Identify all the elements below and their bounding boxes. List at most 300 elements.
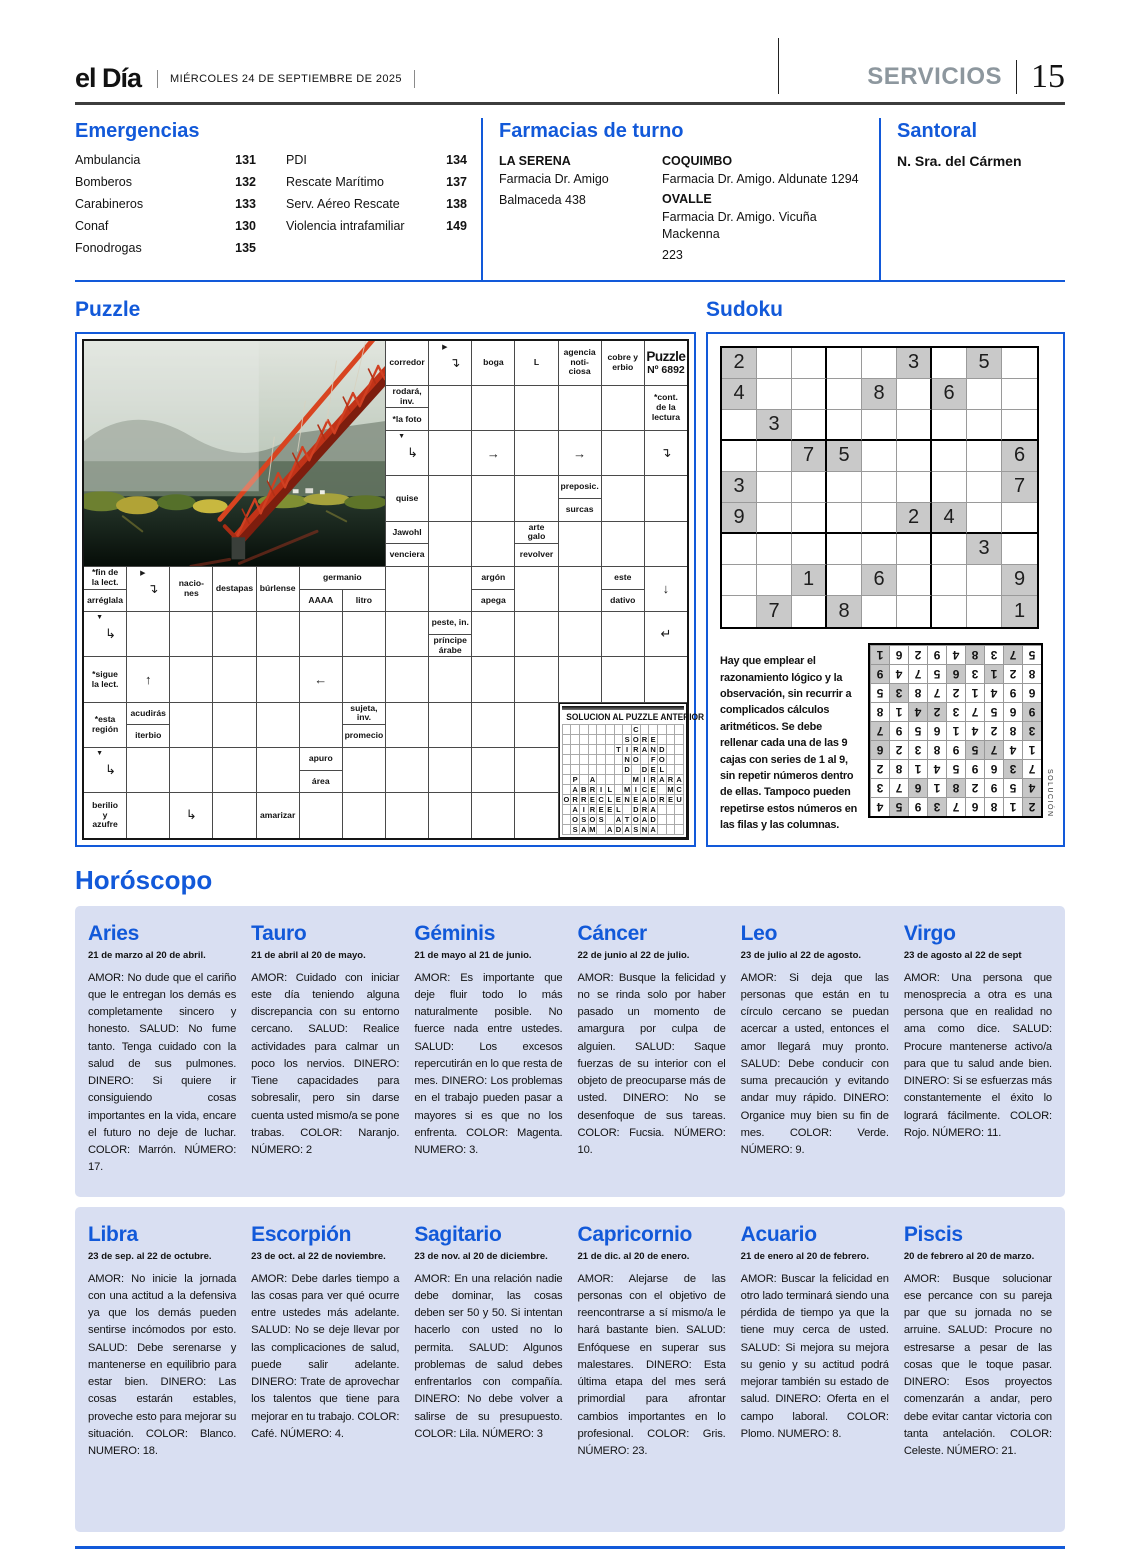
puzzle-solution-bar [562, 706, 684, 710]
sudoku-solution-cell: 9 [965, 759, 984, 778]
emergency-number: 138 [446, 197, 467, 211]
puzzle-cell [429, 567, 471, 611]
sudoku-cell [897, 441, 932, 472]
masthead [75, 0, 1065, 94]
solution-letter-cell [597, 775, 606, 785]
solution-letter-cell: R [632, 745, 641, 755]
solution-letter-cell [563, 765, 572, 775]
solution-letter-cell [658, 805, 667, 815]
puzzle-logo-line2: Nº 6892 [647, 364, 685, 377]
puzzle-clue-line: *cont. [653, 392, 678, 403]
solution-letter-cell: O [632, 814, 639, 824]
horoscope-entry [741, 922, 889, 1177]
solution-letter-cell: I [580, 805, 589, 815]
sudoku-bottom [720, 643, 1053, 845]
masthead-rule [75, 102, 1065, 105]
puzzle-cell [602, 431, 644, 475]
puzzle-clue-line: cobre y [607, 352, 639, 362]
sudoku-solution-cell: 6 [870, 740, 889, 759]
solution-letter-cell: U [675, 795, 684, 805]
solution-letter-cell: S [632, 825, 641, 835]
horoscope-dates: 21 de mayo al 21 de junio. [414, 949, 532, 961]
puzzle-cell [300, 612, 342, 656]
puzzle-solution-grid [562, 724, 684, 835]
pharmacy-column [499, 153, 644, 268]
puzzle-clue-top: Jawohl [386, 522, 428, 545]
horoscope-sign-name: Cáncer [577, 921, 647, 945]
solution-letter-cell: D [641, 765, 650, 775]
emergency-number: 131 [235, 153, 256, 167]
solution-letter-cell: P [571, 775, 580, 785]
horoscope-dates: 22 de junio al 22 de julio. [577, 949, 690, 961]
puzzle-cell [559, 386, 601, 430]
puzzle-clue-cell [472, 567, 514, 611]
solution-letter-cell [571, 745, 580, 755]
sudoku-solution-cell: 5 [1003, 778, 1022, 797]
sudoku-instructions: Hay que emplear el razonamiento lógico y la observación, sin recurrir a complicados cálculos aritméticos. Se debe rellenar cada una de las 9 cajas con series de 1 al 9, sin repetir números dentro de ellas. Tampoco pueden repetirse estos números en las filas y las columnas. [720, 655, 858, 831]
solution-letter-cell [615, 735, 624, 745]
emergency-number: 135 [235, 241, 256, 255]
solution-letter-cell [580, 765, 589, 775]
puzzle-cell [257, 612, 299, 656]
solution-letter-cell: S [571, 825, 580, 835]
sudoku-solution-cell: 6 [1003, 702, 1022, 721]
puzzle-cell [559, 567, 601, 611]
solution-letter-cell [597, 725, 606, 735]
solution-letter-cell [563, 775, 572, 785]
puzzle-clue-cell [386, 386, 428, 430]
solution-letter-cell [658, 815, 667, 825]
arrow-icon: ↑ [127, 657, 169, 701]
puzzle-cell [559, 522, 601, 566]
puzzle-cell [559, 657, 601, 701]
horoscope-entry [904, 1223, 1052, 1461]
sudoku-solution-cell: 9 [889, 721, 908, 740]
horoscope-text: AMOR: Cuidado con iniciar este día teniendo alguna discrepancia con su entorno cercano. SALUD: Realice actividades para calmar un poco los nervios. DINERO: Tiene capacidades para sobresalir, pero sin darse cuenta usted mismo/a se pone trabas. COLOR: Naranjo. NÚMERO: 2 [251, 971, 400, 1156]
sudoku-solution-cell: 3 [889, 683, 908, 702]
solution-letter-cell [667, 805, 676, 815]
sudoku-cell [932, 441, 967, 472]
sudoku-cell [967, 503, 1002, 534]
solution-letter-cell: L [606, 795, 615, 805]
sudoku-cell [1002, 348, 1037, 379]
puzzle-number-logo [645, 341, 687, 385]
sudoku-cell [862, 596, 897, 627]
horoscope-dates: 23 de agosto al 22 de sept [903, 949, 1022, 961]
solution-letter-cell [597, 755, 606, 765]
puzzle-clue-bottom: venciera [389, 549, 425, 560]
horoscope-entry [741, 1223, 889, 1461]
puzzle-cell [170, 612, 212, 656]
horoscope-text: AMOR: Buscar la felicidad en otro lado terminará siendo una pérdida de tiempo ya que la tiene muy cerca de usted. SALUD: Si mejora su mejora su genio y su actitud podrá mejorar también su estado de salud. DINERO: Oferta en el campo laboral. COLOR: Plomo. NUMERO: 8. [740, 1272, 889, 1440]
horoscope-text: AMOR: Debe darles tiempo a las cosas para ver qué ocurre entre ustedes más adelante. SALUD: No se deje llevar por las complicaciones de salud, puede salir adelante. DINERO: Trate de aprovechar los talentos que tiene para mejorar en tu trabajo. COLOR: Café. NÚMERO: 4. [251, 1272, 400, 1440]
sudoku-solution-cell: 4 [927, 759, 946, 778]
sudoku-cell [897, 410, 932, 441]
solution-letter-cell: B [580, 785, 589, 795]
solution-letter-cell [571, 755, 580, 765]
solution-letter-cell: D [632, 805, 641, 815]
puzzle-solution-title: SOLUCION AL PUZZLE ANTERIOR [565, 711, 704, 722]
puzzle-clue-top: germanio [300, 567, 385, 590]
puzzle-cell [300, 703, 342, 747]
sudoku-solution-cell: 6 [908, 778, 927, 797]
sudoku-solution-cell: 3 [908, 740, 927, 759]
sudoku-box [706, 332, 1065, 847]
solution-letter-cell: E [649, 735, 658, 745]
puzzle-clue-cell [515, 341, 557, 385]
sudoku-solution-cell: 8 [889, 759, 908, 778]
solution-letter-cell: M [632, 774, 639, 784]
puzzle-cell [645, 657, 687, 701]
pharmacy-city: COQUIMBO [662, 154, 733, 168]
horoscope-dates: 21 de abril al 20 de mayo. [251, 949, 366, 961]
sudoku-cell: 4 [932, 503, 967, 534]
puzzle-cell [515, 748, 557, 792]
sudoku-solution-cell: 1 [889, 702, 908, 721]
solution-letter-cell: A [589, 775, 598, 785]
horoscope-dates: 21 de dic. al 20 de enero. [577, 1250, 690, 1262]
horoscope-text: AMOR: En una relación nadie debe dominar, las cosas deben ser 50 y 50. Si intentan hacerlo con usted no lo permita. SALUD: Algunos problemas de salud debes enfrentarlos con compañía. DINERO: No debe volver a salirse de su presupuesto. COLOR: Lila. NÚMERO: 3 [414, 1272, 563, 1440]
puzzle-cell [213, 703, 255, 747]
emergency-label: Rescate Marítimo [286, 175, 384, 189]
masthead-left [75, 63, 415, 94]
emergency-label: Conaf [75, 219, 109, 233]
sudoku-solution-cell: 5 [1022, 645, 1041, 664]
sudoku-cell [792, 348, 827, 379]
puzzle-clue-line: la lect. [91, 678, 119, 689]
emergencias-list [75, 153, 467, 263]
solution-letter-cell: A [580, 825, 589, 835]
solution-letter-cell [675, 765, 684, 775]
sudoku-solution-cell: 2 [870, 759, 889, 778]
puzzle-clue-line: lectura [651, 411, 680, 422]
sudoku-cell: 8 [862, 379, 897, 410]
puzzle-clue-line: L [533, 356, 540, 367]
solution-letter-cell [606, 815, 615, 825]
emergency-label: Bomberos [75, 175, 132, 189]
sudoku-cell [827, 379, 862, 410]
sudoku-cell: 2 [722, 348, 757, 379]
solution-letter-cell [675, 815, 684, 825]
sudoku-grid [720, 346, 1039, 629]
puzzle-cell [386, 657, 428, 701]
horoscope-row [75, 906, 1065, 1197]
arrow-icon: → [472, 431, 514, 475]
solution-letter-cell: A [641, 745, 650, 755]
sudoku-solution-cell: 6 [984, 759, 1003, 778]
puzzle-clue-cell [386, 476, 428, 520]
solution-letter-cell: A [606, 825, 615, 835]
solution-letter-cell [675, 755, 684, 765]
sudoku-cell [967, 472, 1002, 503]
puzzle-cell [472, 748, 514, 792]
puzzle-clue-line: destapas [215, 583, 254, 594]
emergency-number: 149 [446, 219, 467, 233]
solution-letter-cell [615, 725, 624, 735]
solution-letter-cell [580, 745, 589, 755]
emergency-row [75, 241, 256, 255]
puzzle-cell [472, 476, 514, 520]
solution-letter-cell: S [623, 735, 632, 745]
puzzle-clue-bottom: promecio [344, 730, 384, 741]
puzzle-cell [429, 386, 471, 430]
puzzle-cell [429, 522, 471, 566]
solution-letter-cell [563, 745, 572, 755]
puzzle-cell [386, 748, 428, 792]
puzzle-clue-top: preposic. [559, 476, 601, 499]
solution-letter-cell: T [623, 815, 632, 825]
solution-letter-cell: R [571, 795, 580, 805]
solution-letter-cell [649, 725, 658, 735]
puzzle-clue-line: nacio- [178, 578, 204, 589]
sudoku-cell [757, 379, 792, 410]
puzzle-clue-cell [84, 567, 126, 611]
puzzle-cell [300, 793, 342, 837]
puzzle-clue-cell [84, 703, 126, 747]
sudoku-solution-cell: 5 [927, 664, 946, 683]
sudoku-solution-cell: 7 [1022, 759, 1041, 778]
puzzle-cell [472, 612, 514, 656]
solution-letter-cell [606, 725, 615, 735]
solution-letter-cell [623, 775, 632, 785]
puzzle-clue-line: amarizar [259, 809, 296, 820]
horoscope-dates: 23 de nov. al 20 de diciembre. [414, 1250, 548, 1262]
solution-letter-cell [606, 755, 615, 765]
solution-letter-cell: C [675, 785, 684, 795]
horoscope-sign-name: Piscis [903, 1222, 963, 1246]
sudoku-solution-cell: 9 [984, 778, 1003, 797]
sudoku-solution-cell: 2 [984, 721, 1003, 740]
sudoku-cell: 3 [757, 410, 792, 441]
solution-letter-cell: A [641, 795, 650, 805]
solution-letter-cell [667, 725, 676, 735]
sudoku-solution-cell: 9 [927, 645, 946, 664]
solution-letter-cell: M [623, 784, 631, 794]
solution-letter-cell: I [623, 745, 632, 755]
solution-letter-cell [563, 815, 572, 825]
horoscope-sign-name: Virgo [903, 921, 956, 945]
sudoku-title: Sudoku [706, 297, 783, 321]
solution-letter-cell [615, 765, 624, 775]
puzzle-box [75, 332, 704, 847]
top-info [75, 118, 1065, 280]
solution-letter-cell: L [606, 785, 615, 795]
sudoku-cell [897, 596, 932, 627]
sudoku-cell [757, 534, 792, 565]
puzzle-clue-cell [515, 522, 557, 566]
puzzle-cell [386, 612, 428, 656]
puzzle-clue-top: rodará, inv. [386, 386, 428, 409]
horoscope-entry [414, 1223, 562, 1461]
emergency-number: 134 [446, 153, 467, 167]
sudoku-solution-cell: 1 [870, 645, 889, 664]
solution-letter-cell: O [572, 814, 578, 824]
sudoku-cell [792, 379, 827, 410]
solution-letter-cell [623, 725, 632, 735]
solution-letter-cell [615, 755, 624, 765]
arrow-icon: ▼ ↳ [386, 431, 428, 475]
puzzle-cell [170, 748, 212, 792]
puzzle-clue-cell [170, 567, 212, 611]
puzzle-logo-line1: Puzzle [646, 348, 686, 364]
sudoku-cell [792, 596, 827, 627]
puzzle-clue-cell [386, 522, 428, 566]
solution-letter-cell [563, 735, 572, 745]
farmacias-title: Farmacias de turno [499, 120, 684, 142]
sudoku-solution-cell: 4 [965, 721, 984, 740]
puzzle-clue-top: sujeta, inv. [343, 703, 385, 726]
solution-letter-cell [571, 765, 580, 775]
sudoku-solution-cell: 1 [1022, 740, 1041, 759]
puzzle-cell [127, 793, 169, 837]
horoscope-text: AMOR: No inicie la jornada con una actitud a la defensiva ya que los demás pueden sentirse incómodos por esto. SALUD: Debe serenarse y mantenerse en equilibrio para estar bien. DINERO: Las cosas estarán estables, proveche esto para mejorar su situación. COLOR: Blanco. NUMERO: 18. [88, 1272, 237, 1457]
emergency-row [286, 219, 467, 233]
puzzle-clue-line: búrlense [259, 583, 296, 594]
solution-letter-cell: E [589, 795, 598, 805]
puzzle-clue-cell [127, 703, 169, 747]
puzzle-clue-line: y [102, 809, 108, 820]
puzzle-clue-cell [257, 793, 299, 837]
puzzle-clue-top: argón [472, 567, 514, 590]
horoscope-sign-name: Acuario [740, 1222, 817, 1246]
sudoku-solution-cell: 8 [908, 683, 927, 702]
puzzle-cell [213, 748, 255, 792]
sudoku-cell: 1 [1002, 596, 1037, 627]
puzzle-clue-line: azufre [92, 819, 118, 830]
puzzle-solution-box [559, 703, 704, 838]
solution-letter-cell [597, 825, 606, 835]
sudoku-cell [932, 596, 967, 627]
sudoku-solution-cell: 2 [946, 683, 965, 702]
puzzle-clue-cell [84, 657, 126, 701]
sudoku-solution-cell: 3 [984, 645, 1003, 664]
horoscope-text: AMOR: Busque la felicidad y no se rinda solo por haber pasado un momento de amargura por culpa de alguien. SALUD: Saque fuerzas de su interior con el objeto de preocuparse más de usted. DINERO: No se desenfoque de sus tareas. COLOR: Fucsia. NÚMERO: 10. [577, 971, 726, 1156]
horoscope-entry [578, 922, 726, 1177]
sudoku-cell: 5 [827, 441, 862, 472]
solution-letter-cell: E [615, 795, 624, 805]
sudoku-solution-cell: 7 [965, 702, 984, 721]
sudoku-solution-cell: 7 [984, 740, 1003, 759]
sudoku-cell [1002, 534, 1037, 565]
solution-letter-cell: R [580, 795, 589, 805]
puzzle-clue-line: ciosa [568, 366, 591, 377]
solution-letter-cell [667, 745, 676, 755]
puzzle-clue-line: corredor [389, 356, 425, 367]
sudoku-cell [932, 472, 967, 503]
sudoku-cell: 7 [792, 441, 827, 472]
solution-letter-cell [615, 775, 624, 785]
emergency-number: 132 [235, 175, 256, 189]
solution-letter-cell: O [632, 754, 639, 764]
puzzle-cell [602, 522, 644, 566]
emergency-label: Violencia intrafamiliar [286, 219, 405, 233]
horoscope-entry [251, 922, 399, 1177]
solution-letter-cell: E [606, 805, 615, 815]
solution-letter-cell: N [623, 755, 632, 765]
pharmacy-line: Balmaceda 438 [499, 192, 586, 207]
emergency-row [286, 175, 467, 189]
puzzle-cell [257, 748, 299, 792]
puzzle-cell [429, 431, 471, 475]
puzzle-clue-cell [429, 612, 471, 656]
puzzle-clue-bottom: AAAA litro [300, 590, 385, 612]
solution-letter-cell [571, 735, 580, 745]
sudoku-solution-cell: 1 [1003, 797, 1022, 816]
solution-letter-cell: E [597, 805, 606, 815]
sudoku-cell [897, 472, 932, 503]
horoscope-dates: 20 de febrero al 20 de marzo. [903, 1250, 1035, 1262]
bridge-photo [84, 341, 385, 566]
sudoku-solution-cell: 8 [965, 645, 984, 664]
puzzle-column [75, 296, 704, 847]
emergency-number: 137 [446, 175, 467, 189]
pharmacy-line: Farmacia Dr. Amigo. Aldunate 1294 [662, 172, 859, 186]
solution-letter-cell: A [615, 815, 624, 825]
sudoku-cell [1002, 379, 1037, 410]
solution-letter-cell: A [571, 805, 580, 815]
sudoku-cell [792, 534, 827, 565]
farmacias-section [483, 118, 881, 280]
sudoku-solution-cell: 1 [984, 664, 1003, 683]
emergency-row [75, 197, 256, 211]
edition-date: MIÉRCOLES 24 DE SEPTIEMBRE DE 2025 [157, 70, 415, 88]
arrow-icon: ↳ [170, 793, 212, 837]
sudoku-solution-cell: 7 [946, 797, 965, 816]
solution-letter-cell: N [641, 825, 650, 835]
puzzle-clue-line: región [91, 723, 119, 734]
solution-letter-cell [563, 805, 572, 815]
horoscope-dates: 21 de marzo al 20 de abril. [88, 949, 206, 961]
puzzle-clue-line: de la [656, 402, 676, 413]
solution-letter-cell: O [632, 734, 639, 744]
horoscope-text: AMOR: No dude que el cariño que le entregan los demás es completamente sincero y honesto. SALUD: No fume tanto. Tenga cuidado con la salud de sus pulmones. DINERO: Si quiere ir consiguiendo cosas importantes en la vida, encare el futuro no deje de luchar. COLOR: Marrón. NÚMERO: 17. [88, 971, 237, 1174]
puzzle-clue-bottom: apega [480, 594, 506, 605]
horoscope-entry [904, 922, 1052, 1177]
sudoku-cell [722, 596, 757, 627]
sudoku-solution-cell: 6 [1022, 683, 1041, 702]
puzzle-clue-cell [213, 567, 255, 611]
puzzle-clue-bottom: área [311, 775, 330, 786]
puzzle-cell [429, 476, 471, 520]
solution-letter-cell [580, 755, 589, 765]
horoscope-entry [88, 1223, 236, 1461]
puzzle-clue-line: *esta [94, 714, 116, 725]
puzzle-cell [257, 657, 299, 701]
sudoku-cell [897, 379, 932, 410]
sudoku-solution-cell: 5 [870, 683, 889, 702]
solution-letter-cell [606, 745, 615, 755]
solution-letter-cell [641, 755, 650, 765]
horoscope-dates: 23 de sep. al 22 de octubre. [88, 1250, 212, 1262]
solution-letter-cell [623, 805, 632, 815]
sudoku-cell [757, 472, 792, 503]
sudoku-solution-wrap [868, 643, 1053, 818]
solution-letter-cell [589, 725, 598, 735]
horoscope-title: Horóscopo [75, 864, 213, 895]
sudoku-solution-cell: 8 [984, 797, 1003, 816]
emergency-label: Carabineros [75, 197, 144, 211]
horoscope-entry [251, 1223, 399, 1461]
section-name: SERVICIOS [867, 63, 1002, 90]
arrow-icon: → [559, 431, 601, 475]
solution-letter-cell: A [623, 825, 632, 835]
solution-letter-cell: R [649, 775, 658, 785]
puzzle-clue-cell [300, 567, 385, 611]
solution-letter-cell: D [623, 765, 632, 775]
solution-letter-cell: T [615, 745, 624, 755]
solution-letter-cell: N [649, 745, 658, 755]
solution-letter-cell [641, 725, 650, 735]
